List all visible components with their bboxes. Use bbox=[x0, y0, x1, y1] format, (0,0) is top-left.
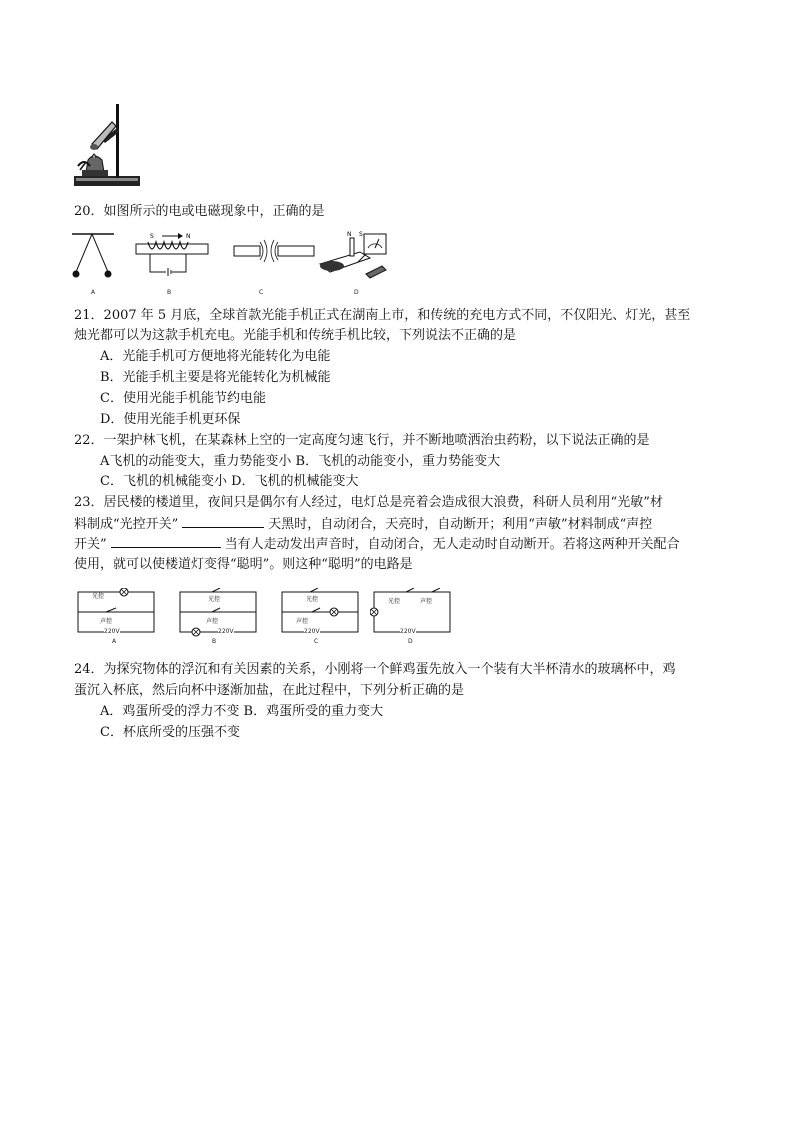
circuit-d-label: D bbox=[408, 638, 413, 645]
question-23-line2-text-b: 天黑时，自动闭合，天亮时，自动断开；利用“声敏”材料制成“声控 bbox=[268, 517, 653, 532]
question-24-stem-line2: 蛋沉入杯底，然后向杯中逐渐加盐，在此过程中，下列分析正确的是 bbox=[74, 683, 465, 698]
question-23-line3-text-a: 开关” bbox=[74, 537, 107, 552]
question-21-option-c: C．使用光能手机能节约电能 bbox=[100, 391, 266, 406]
fig-20-label-b: B bbox=[167, 289, 172, 296]
question-22-options-line1: A飞机的动能变大，重力势能变小 B．飞机的动能变小，重力势能变大 bbox=[100, 454, 501, 469]
question-24-options-line1: A．鸡蛋所受的浮力不变 B．鸡蛋所受的重力变大 bbox=[100, 704, 384, 719]
question-23-line3-text-b: 当有人走动发出声音时，自动闭合，无人走动时自动断开。若将这两种开关配合 bbox=[224, 537, 680, 552]
question-23-line2 bbox=[74, 515, 652, 534]
fig-20-d bbox=[320, 231, 386, 278]
fig-20-a bbox=[72, 234, 114, 278]
fig-20-label-a: A bbox=[91, 289, 96, 296]
fig-20-c bbox=[234, 240, 314, 262]
circuit-b-sound-switch: 声控 bbox=[206, 618, 219, 625]
circuit-b-voltage: 220V bbox=[218, 628, 234, 635]
answer-blank-2[interactable] bbox=[111, 535, 221, 548]
fig-20-label-c: C bbox=[259, 289, 264, 296]
question-23-line1: 23．居民楼的楼道里，夜间只是偶尔有人经过，电灯总是亮着会造成很大浪费，科研人员利用“光敏”材 bbox=[74, 495, 663, 510]
svg-text:N: N bbox=[186, 233, 191, 240]
question-24-stem-line1: 24．为探究物体的浮沉和有关因素的关系，小刚将一个鲜鸡蛋先放入一个装有大半杯清水的玻璃杯中，鸡 bbox=[74, 662, 676, 677]
question-22-options-line2: C．飞机的机械能变小 D．飞机的机械能变大 bbox=[100, 474, 359, 489]
svg-text:S: S bbox=[150, 233, 154, 240]
circuit-c-light-switch: 光控 bbox=[306, 596, 319, 603]
circuit-b-label: B bbox=[212, 638, 217, 645]
question-21-stem-line1: 21．2007 年 5 月底，全球首款光能手机正式在湖南上市，和传统的充电方式不同，不仅阳光、灯光，甚至 bbox=[74, 308, 691, 323]
circuit-b bbox=[176, 588, 260, 648]
circuit-c-voltage: 220V bbox=[304, 628, 320, 635]
question-21-stem-line2: 烛光都可以为这款手机充电。光能手机和传统手机比较，下列说法不正确的是 bbox=[74, 328, 517, 343]
circuit-c bbox=[278, 588, 362, 648]
question-22-stem: 22．一架护林飞机，在某森林上空的一定高度匀速飞行，并不断地喷洒治虫药粉，以下说法正确的是 bbox=[74, 433, 650, 448]
question-21-option-d: D．使用光能手机更环保 bbox=[100, 412, 241, 427]
question-20-figures bbox=[70, 228, 390, 298]
circuit-c-sound-switch: 声控 bbox=[296, 618, 309, 625]
lab-apparatus-figure bbox=[72, 100, 144, 190]
fig-20-b bbox=[136, 233, 208, 276]
answer-blank-1[interactable] bbox=[182, 515, 264, 528]
circuit-d-sound-switch: 声控 bbox=[420, 598, 433, 605]
circuit-a-label: A bbox=[112, 638, 117, 645]
question-21-option-a: A．光能手机可方便地将光能转化为电能 bbox=[100, 349, 331, 364]
circuit-a-sound-switch: 声控 bbox=[100, 618, 113, 625]
circuit-c-label: C bbox=[314, 638, 319, 645]
circuit-d-voltage: 220V bbox=[400, 628, 416, 635]
circuit-a-voltage: 220V bbox=[104, 628, 120, 635]
question-21-option-b: B．光能手机主要是将光能转化为机械能 bbox=[100, 370, 331, 385]
svg-text:S: S bbox=[359, 231, 363, 238]
question-23-line2-text-a: 料制成“光控开关” bbox=[74, 517, 179, 532]
svg-text:N: N bbox=[347, 231, 352, 238]
question-20-stem: 20．如图所示的电或电磁现象中，正确的是 bbox=[74, 204, 325, 219]
circuit-b-light-switch: 光控 bbox=[208, 596, 221, 603]
fig-20-label-d: D bbox=[354, 289, 359, 296]
circuit-a bbox=[74, 588, 158, 648]
question-23-line3 bbox=[74, 535, 680, 554]
circuit-a-light-switch: 光控 bbox=[92, 593, 105, 600]
question-23-line4: 使用，就可以使楼道灯变得“聪明”。则这种“聪明”的电路是 bbox=[74, 557, 413, 572]
circuit-d-light-switch: 光控 bbox=[388, 598, 401, 605]
circuit-d bbox=[370, 588, 454, 648]
question-24-options-line2: C．杯底所受的压强不变 bbox=[100, 725, 240, 740]
